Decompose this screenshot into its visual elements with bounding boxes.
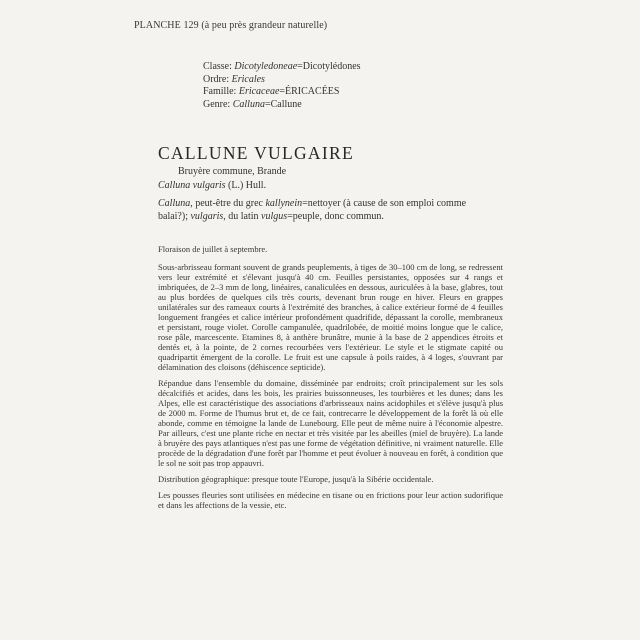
- common-names: Bruyère commune, Brande: [178, 166, 287, 177]
- taxonomy-row-genre: [203, 99, 361, 112]
- taxonomy-fr: ÉRICACÉES: [285, 86, 340, 98]
- taxonomy-latin: Calluna: [232, 98, 265, 110]
- taxonomy-rank: Famille:: [203, 86, 237, 98]
- etym-text: =nettoyer (à cause de son emploi comme balai?);: [158, 198, 467, 222]
- description-paragraph: Sous-arbrisseau formant souvent de grands peuplements, à tiges de 30–100 cm de long, se redressent vers leur extrémité et s'élevant jusqu'à 40 cm. Feuilles persistantes, opposées sur 4 rangs et imbriquées, de 2–3 mm de long, linéaires, canaliculées en dessous, auriculées à la base, glabres, tout au plus bordées de quelques cils très courts, devenant brun rouge en hiver. Fleurs en grappes unilatérales sur des rameaux courts à l'extrémité des branches, à calice extérieur formé de 4 feuilles longuement frangées et calice intérieur profondément quadrifide, dépassant la corolle, membraneux et persistant, rouge violet. Corolle campanulée, quadrilobée, de moitié moins longue que le calice, rose pâle, marcescente. Etamines 8, à anthère brunâtre, munie à la base de 2 appendices étroits et dentés et, à la pointe, de 2 cornes recourbées vers l'extérieur. Le style et le stigmate capité ou quadripartit émergent de la corolle. Le fruit est une capsule à poils raides, à 4 loges, s'ouvrant par délamination des cloisons (déhiscence septicide).: [158, 262, 503, 372]
- plate-note: (à peu près grandeur naturelle): [201, 20, 328, 31]
- taxonomy-fr: Dicotylédones: [302, 61, 361, 72]
- etym-text: =peuple, donc commun.: [287, 210, 384, 222]
- etym-word: kallynein: [265, 198, 303, 209]
- taxonomy-rank: Genre:: [203, 98, 231, 110]
- taxonomy-sep: =: [264, 98, 271, 110]
- taxonomy-latin: Dicotyledoneae: [234, 61, 298, 72]
- etym-word: vulgus: [261, 210, 288, 222]
- habitat-paragraph: Répandue dans l'ensemble du domaine, disséminée par endroits; croît principalement sur les sols décalcifiés et acides, dans les bois, les prairies buissonneuses, les tourbières et les dunes; dans les Alpes, elle est caractéristique des associations d'arbrisseaux nains acidophiles et s'élève jusqu'à plus de 2000 m. Forme de l'humus brut et, de ce fait, contrecarre le développement de la forêt là où elle abonde, comme en témoigne la lande de Lunebourg. Elle peut de même nuire à l'économie alpestre. Par ailleurs, c'est une plante riche en nectar et très visitée par les abeilles (miel de bruyère). La lande à bruyère des pays atlantiques n'est pas une forme de végétation définitive, ni vraiment naturelle. Elle procède de la dégradation d'une forêt par l'homme et peut évoluer à nouveau en forêt, à condition que le sol ne soit pas trop appauvri.: [158, 378, 503, 468]
- taxonomy-row-famille: [203, 86, 361, 99]
- taxonomy-row-classe: [203, 61, 361, 74]
- latin-authority: (L.) Hull.: [228, 180, 267, 191]
- taxonomy-sep: =: [279, 86, 286, 98]
- taxonomy-latin: Ericales: [231, 73, 265, 85]
- plate-label: PLANCHE: [134, 20, 181, 31]
- latin-name: [158, 180, 266, 191]
- distribution-paragraph: Distribution géographique: presque toute l'Europe, jusqu'à la Sibérie occidentale.: [158, 474, 434, 484]
- etym-word: vulgaris: [190, 210, 224, 222]
- etymology: [158, 198, 496, 223]
- taxonomy-row-ordre: [203, 74, 361, 87]
- species-title: CALLUNE VULGAIRE: [158, 143, 354, 163]
- flowering-period: Floraison de juillet à septembre.: [158, 244, 268, 254]
- etym-text: , peut-être du grec: [190, 198, 266, 209]
- taxonomy-block: [203, 61, 361, 111]
- taxonomy-rank: Ordre:: [203, 73, 230, 85]
- description-body: [158, 244, 503, 516]
- taxonomy-sep: =: [297, 61, 303, 72]
- etym-text: , du latin: [223, 210, 262, 222]
- taxonomy-fr: Callune: [270, 98, 302, 110]
- taxonomy-rank: Classe:: [203, 61, 232, 72]
- etym-word: Calluna: [158, 198, 191, 209]
- uses-paragraph: Les pousses fleuries sont utilisées en médecine en tisane ou en frictions pour leur action sudorifique et dans les affections de la vessie, etc.: [158, 490, 503, 510]
- taxonomy-latin: Ericaceae: [238, 86, 280, 98]
- plate-header: [134, 20, 327, 31]
- plate-number: 129: [183, 20, 199, 31]
- latin-binomial: Calluna vulgaris: [158, 180, 226, 191]
